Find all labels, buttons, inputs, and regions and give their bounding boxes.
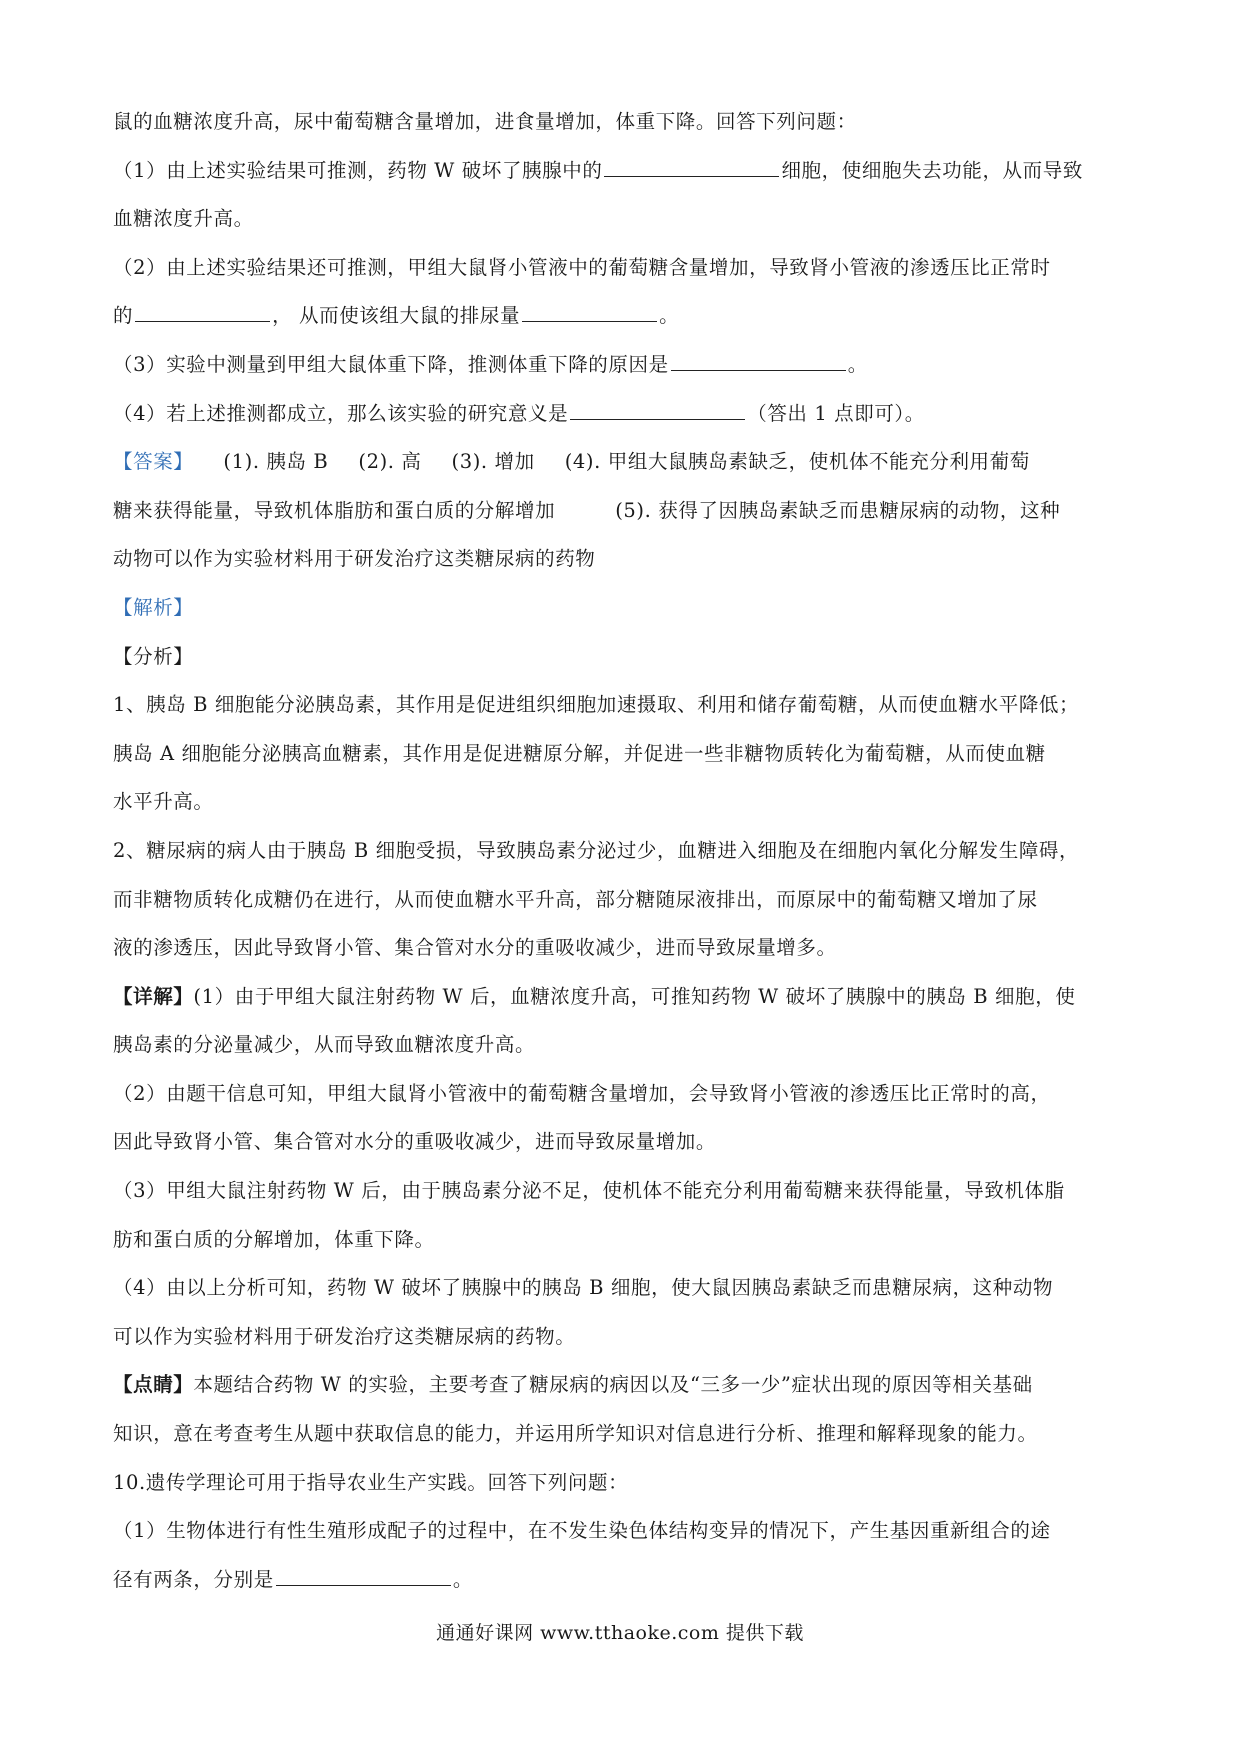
- text: （4）由以上分析可知，药物 W 破坏了胰腺中的胰岛 B 细胞，使大鼠因胰岛素缺乏而患糖尿病，这种动物: [113, 1276, 1054, 1300]
- text: 胰岛素的分泌量减少，从而导致血糖浓度升高。: [113, 1033, 536, 1057]
- comment-tag: 【点睛】: [113, 1373, 194, 1397]
- text-line: [113, 876, 1133, 925]
- text: 。: [659, 304, 680, 328]
- text: （3）甲组大鼠注射药物 W 后，由于胰岛素分泌不足，使机体不能充分利用葡萄糖来获得能量，导致机体脂: [113, 1179, 1065, 1203]
- analysis-heading: [113, 584, 1133, 633]
- text: 胰岛 A 细胞能分泌胰高血糖素，其作用是促进糖原分解，并促进一些非糖物质转化为葡萄糖，从而使血糖: [113, 741, 1046, 765]
- question-1: [113, 147, 1133, 196]
- fenxi-heading: [113, 633, 1133, 682]
- text-line: [113, 681, 1133, 730]
- text: （2）由题干信息可知，甲组大鼠肾小管液中的葡萄糖含量增加，会导致肾小管液的渗透压比正常时的高，: [113, 1081, 1051, 1105]
- text: （1）生物体进行有性生殖形成配子的过程中，在不发生染色体结构变异的情况下，产生基因重新组合的途: [113, 1519, 1051, 1543]
- text-line: [113, 1410, 1133, 1459]
- text: 鼠的血糖浓度升高，尿中葡萄糖含量增加，进食量增加，体重下降。回答下列问题：: [113, 110, 857, 133]
- question-3: [113, 341, 1133, 390]
- answer-blank[interactable]: [671, 346, 846, 371]
- text-line: [113, 98, 1133, 147]
- text-line: [113, 1313, 1133, 1362]
- answer-blank[interactable]: [522, 297, 657, 322]
- text-line: [113, 1167, 1133, 1216]
- text: 可以作为实验材料用于研发治疗这类糖尿病的药物。: [113, 1324, 576, 1348]
- text: （2）由上述实验结果还可推测，甲组大鼠肾小管液中的葡萄糖含量增加，导致肾小管液的渗透压比正常时: [113, 255, 1051, 279]
- text-line: [113, 1021, 1133, 1070]
- answer-item: (2). 高: [358, 450, 422, 474]
- question-4: [113, 390, 1133, 439]
- text-line: [113, 292, 1133, 341]
- text: 水平升高。: [113, 790, 214, 814]
- text-line: [113, 1507, 1133, 1556]
- answer-item: (4). 甲组大鼠胰岛素缺乏，使机体不能充分利用葡萄: [564, 450, 1030, 474]
- text: 细胞，使细胞失去功能，从而导致: [781, 158, 1083, 182]
- text: 1、胰岛 B 细胞能分泌胰岛素，其作用是促进组织细胞加速摄取、利用和储存葡萄糖，从而使血糖水平降低；: [113, 693, 1080, 717]
- answer-blank[interactable]: [276, 1561, 451, 1586]
- text: (1）由于甲组大鼠注射药物 W 后，血糖浓度升高，可推知药物 W 破坏了胰腺中的胰岛 B 细胞，使: [193, 984, 1076, 1008]
- text: （4）若上述推测都成立，那么该实验的研究意义是: [113, 401, 569, 425]
- text-line: [113, 730, 1133, 779]
- text-line: [113, 827, 1133, 876]
- answer-blank[interactable]: [135, 297, 270, 322]
- answer-item: (3). 增加: [451, 450, 535, 474]
- text: 2、糖尿病的病人由于胰岛 B 细胞受损，导致胰岛素分泌过少，血糖进入细胞及在细胞内氧化分解发生障碍，: [113, 838, 1080, 862]
- text-line: [113, 1070, 1133, 1119]
- text: 。: [452, 1567, 473, 1591]
- text-line: [113, 1216, 1133, 1265]
- question-10: [113, 1459, 1133, 1508]
- text: （1）由上述实验结果可推测，药物 W 破坏了胰腺中的: [113, 158, 603, 182]
- answer-item: (5). 获得了因胰岛素缺乏而患糖尿病的动物，这种: [615, 498, 1061, 522]
- fenxi-tag: 【分析】: [113, 644, 194, 668]
- text: 肪和蛋白质的分解增加，体重下降。: [113, 1227, 435, 1251]
- answer-section: [113, 438, 1133, 487]
- text-line: [113, 195, 1133, 244]
- text: 血糖浓度升高。: [113, 207, 254, 231]
- answer-blank[interactable]: [604, 152, 779, 177]
- answer-tag: 【答案】: [113, 450, 194, 474]
- text-line: [113, 487, 1133, 536]
- analysis-tag: 【解析】: [113, 595, 194, 619]
- text-line: [113, 1118, 1133, 1167]
- text: 而非糖物质转化成糖仍在进行，从而使血糖水平升高，部分糖随尿液排出，而原尿中的葡萄糖又增加了尿: [113, 887, 1038, 911]
- detail-section: [113, 973, 1133, 1022]
- text: 径有两条，分别是: [113, 1567, 274, 1591]
- text: 动物可以作为实验材料用于研发治疗这类糖尿病的药物: [113, 547, 596, 571]
- text: 液的渗透压，因此导致肾小管、集合管对水分的重吸收减少，进而导致尿量增多。: [113, 936, 837, 960]
- text: ， 从而使该组大鼠的排尿量: [272, 304, 521, 328]
- text-line: [113, 1556, 1133, 1605]
- page-footer: 通通好课网 www.tthaoke.com 提供下载: [436, 1622, 804, 1644]
- comment-section: [113, 1361, 1133, 1410]
- text-line: [113, 924, 1133, 973]
- text-line: [113, 778, 1133, 827]
- text: 因此导致肾小管、集合管对水分的重吸收减少，进而导致尿量增加。: [113, 1130, 717, 1154]
- detail-tag: 【详解】: [113, 984, 194, 1008]
- text: 10.遗传学理论可用于指导农业生产实践。回答下列问题：: [113, 1470, 629, 1494]
- answer-item: (1). 胰岛 B: [223, 450, 329, 474]
- text: 糖来获得能量，导致机体脂肪和蛋白质的分解增加: [113, 498, 556, 522]
- text: （答出 1 点即可）。: [747, 401, 925, 425]
- text: 本题结合药物 W 的实验，主要考查了糖尿病的病因以及“三多一少”症状出现的原因等相关基础: [193, 1373, 1033, 1397]
- answer-blank[interactable]: [570, 395, 745, 420]
- question-2: [113, 244, 1133, 293]
- text: （3）实验中测量到甲组大鼠体重下降，推测体重下降的原因是: [113, 352, 669, 376]
- document-body: [113, 98, 1133, 1604]
- text: 的: [113, 304, 134, 328]
- text: 知识，意在考查考生从题中获取信息的能力，并运用所学知识对信息进行分析、推理和解释现象的能力。: [113, 1422, 1038, 1446]
- text: 。: [847, 352, 868, 376]
- text-line: [113, 535, 1133, 584]
- text-line: [113, 1264, 1133, 1313]
